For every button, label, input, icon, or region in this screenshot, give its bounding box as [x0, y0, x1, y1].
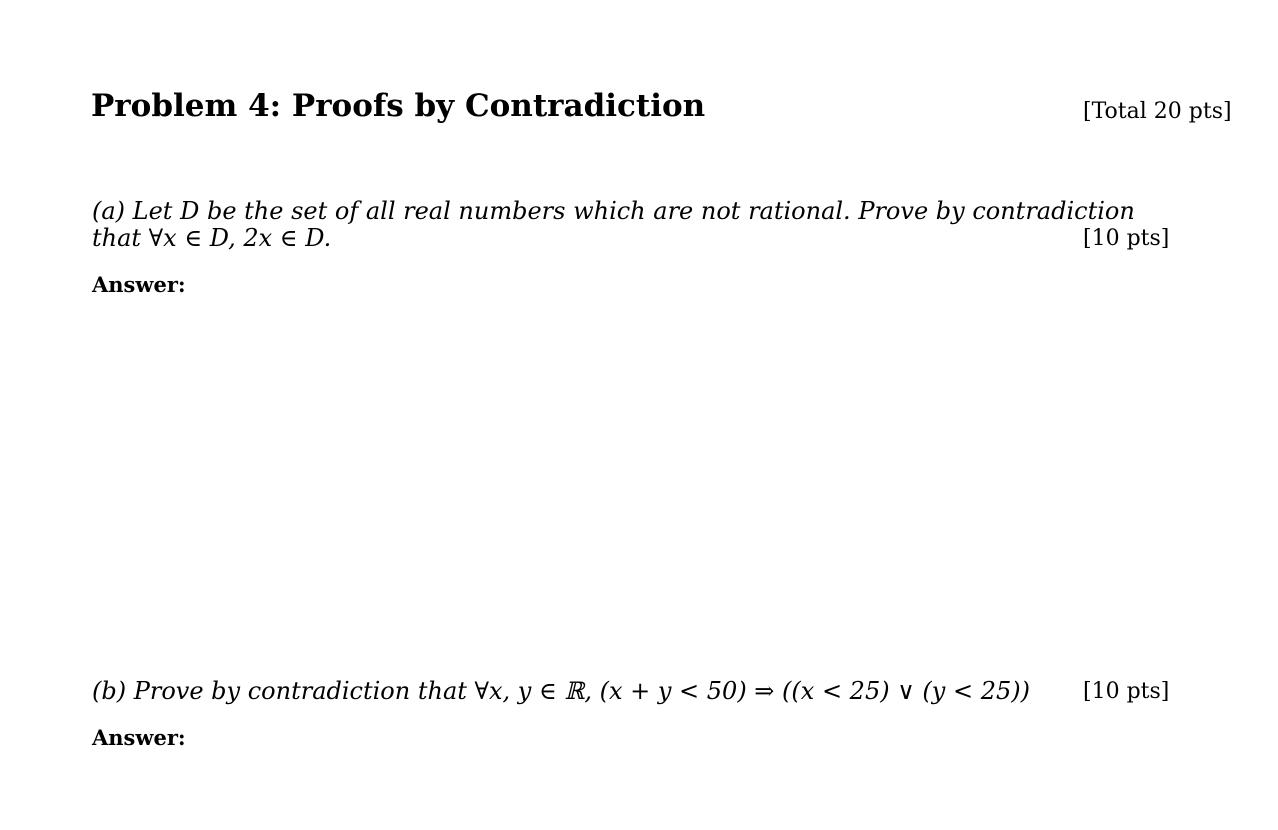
total-points: [Total 20 pts] — [1083, 99, 1232, 124]
answer-a-label: Answer: — [92, 272, 186, 297]
question-a-points: [10 pts] — [1083, 226, 1170, 251]
answer-b-label: Answer: — [92, 725, 186, 750]
question-b-line-1: (b) Prove by contradiction that ∀x, y ∈ ℝ, (x + y < 50) ⇒ ((x < 25) ∨ (y < 25)) — [92, 677, 1030, 705]
question-a-line-1: (a) Let D be the set of all real numbers which are not rational. Prove by contradiction — [92, 197, 1135, 225]
problem-title: Problem 4: Proofs by Contradiction — [91, 88, 706, 124]
question-a-line-2: that ∀x ∈ D, 2x ∈ D. — [92, 224, 332, 252]
question-b-points: [10 pts] — [1083, 679, 1170, 704]
question-b — [92, 678, 1030, 705]
